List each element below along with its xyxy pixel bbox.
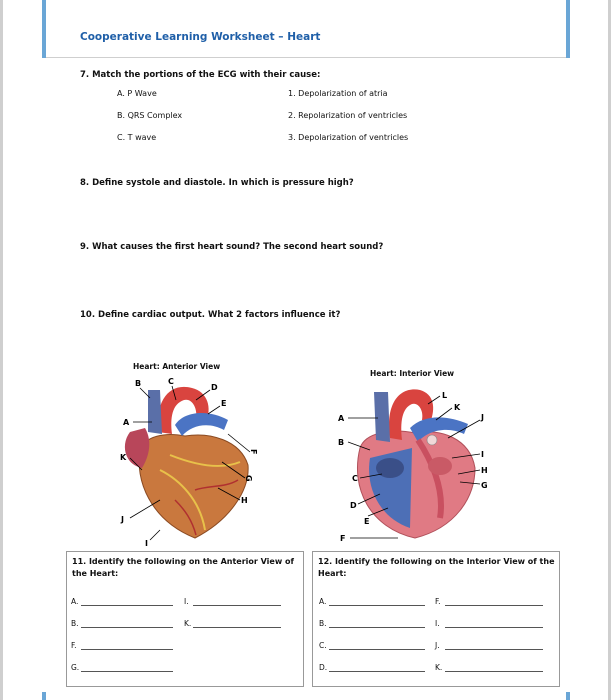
q12-label-k: K. <box>435 663 443 672</box>
anterior-label-k: K <box>120 453 127 462</box>
worksheet-title: Cooperative Learning Worksheet – Heart <box>80 31 321 43</box>
footer-accent-left <box>42 692 46 700</box>
question-8: 8. Define systole and diastole. In which is pressure high? <box>80 178 354 188</box>
q12-answer-line-j[interactable] <box>445 649 543 650</box>
q12-answer-line-f[interactable] <box>445 605 543 606</box>
q11-answer-line-k[interactable] <box>193 627 281 628</box>
anterior-label-j: J <box>121 515 124 524</box>
q12-answer-line-a[interactable] <box>329 605 425 606</box>
anterior-label-e: E <box>221 399 227 408</box>
q12-answer-line-d[interactable] <box>329 671 425 672</box>
page-edge-left <box>0 0 3 700</box>
interior-label-k: K <box>454 403 461 412</box>
header-divider <box>46 57 566 58</box>
pulmonary-trunk <box>175 413 228 436</box>
q11-label-k: K. <box>184 619 192 628</box>
interior-label-e: E <box>364 517 370 526</box>
anterior-label-d: D <box>211 383 218 392</box>
superior-vena-cava <box>148 390 162 434</box>
q11-label-b: B. <box>71 619 79 628</box>
heart-ventricles <box>139 435 248 538</box>
q12-label-f: F. <box>435 597 441 606</box>
q12-label-c: C. <box>319 641 327 650</box>
q12-answer-line-b[interactable] <box>329 627 425 628</box>
q12-label-b: B. <box>319 619 327 628</box>
anterior-label-c: C <box>168 377 174 386</box>
heart-anterior-diagram <box>100 370 300 550</box>
interior-label-l: L <box>442 391 448 400</box>
header-accent-right <box>566 0 570 58</box>
anterior-label-i: I <box>145 539 148 548</box>
interior-label-g: G <box>481 481 488 490</box>
q11-label-g: G. <box>71 663 80 672</box>
anterior-view-title: Heart: Anterior View <box>133 362 221 371</box>
interior-label-h: H <box>481 466 488 475</box>
question-12-box <box>312 551 560 687</box>
interior-view-title: Heart: Interior View <box>370 369 455 378</box>
q11-answer-line-b[interactable] <box>81 627 173 628</box>
anterior-label-b: B <box>135 379 142 388</box>
q11-answer-line-g[interactable] <box>81 671 173 672</box>
interior-label-f: F <box>340 534 346 543</box>
ecg-option-a: A. P Wave <box>117 89 157 98</box>
anterior-label-h: H <box>241 496 248 505</box>
question-12: 12. Identify the following on the Interior View of the Heart: <box>318 557 555 578</box>
q12-label-j: J. <box>435 641 440 650</box>
ecg-cause-3: 3. Depolarization of ventricles <box>288 133 409 142</box>
q12-label-d: D. <box>319 663 328 672</box>
q11-answer-line-a[interactable] <box>81 605 173 606</box>
question-11: 11. Identify the following on the Anterior View of the Heart: <box>72 557 294 578</box>
q12-answer-line-k[interactable] <box>445 671 543 672</box>
question-7: 7. Match the portions of the ECG with their cause: <box>80 70 321 80</box>
anterior-label-a: A <box>123 418 130 427</box>
heart-interior-diagram <box>330 378 510 548</box>
interior-vena-cava <box>374 392 390 442</box>
ecg-option-b: B. QRS Complex <box>117 111 183 120</box>
q11-answer-line-f[interactable] <box>81 649 173 650</box>
anterior-label-g: G <box>244 475 253 482</box>
q11-label-a: A. <box>71 597 79 606</box>
q11-label-i: I. <box>184 597 189 606</box>
q11-answer-line-i[interactable] <box>193 605 281 606</box>
question-10: 10. Define cardiac output. What 2 factors influence it? <box>80 310 341 320</box>
interior-label-c: C <box>352 474 358 483</box>
header-accent-left <box>42 0 46 58</box>
q12-label-a: A. <box>319 597 327 606</box>
ecg-cause-1: 1. Depolarization of atria <box>288 89 388 98</box>
interior-label-b: B <box>338 438 345 447</box>
q12-label-i: I. <box>435 619 440 628</box>
interior-label-i: I <box>481 450 484 459</box>
ecg-cause-2: 2. Repolarization of ventricles <box>288 111 408 120</box>
interior-label-a: A <box>338 414 345 423</box>
q11-label-f: F. <box>71 641 77 650</box>
anterior-label-f: F <box>249 449 258 455</box>
footer-accent-right <box>566 692 570 700</box>
ecg-option-c: C. T wave <box>117 133 157 142</box>
q12-answer-line-i[interactable] <box>445 627 543 628</box>
question-11-box <box>66 551 304 687</box>
interior-label-j: J <box>481 413 484 422</box>
q12-answer-line-c[interactable] <box>329 649 425 650</box>
interior-label-d: D <box>350 501 357 510</box>
question-9: 9. What causes the first heart sound? The second heart sound? <box>80 242 384 252</box>
